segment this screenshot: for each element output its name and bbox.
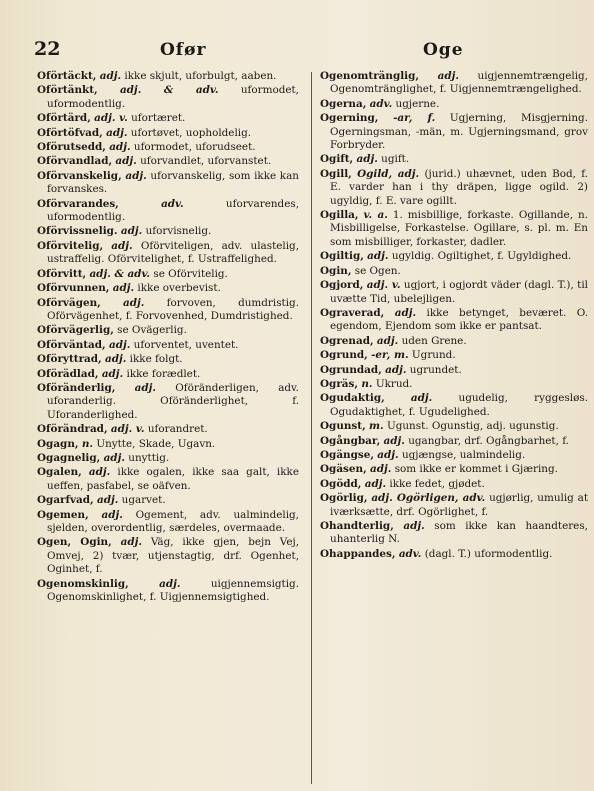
- entry-grammar: adv.: [161, 197, 184, 210]
- entry-grammar: adj. v.: [94, 112, 128, 125]
- entry-grammar: Ogild, adj.: [357, 167, 420, 180]
- entry-definition: ugjort, i ogjordt väder (dagl. T.), til uvætte Tid, ubelejligen.: [330, 279, 588, 305]
- entry-grammar: adj.: [159, 577, 181, 590]
- dictionary-entry: [37, 438, 299, 451]
- entry-headword: Oförvanskelig,: [37, 169, 122, 182]
- entry-definition: se Ogen.: [354, 264, 401, 277]
- running-head-left: Ofør: [160, 40, 207, 60]
- entry-headword: Ogörlig,: [320, 492, 368, 505]
- entry-headword: Ohandterlig,: [320, 520, 394, 532]
- entry-headword: Ogängse,: [320, 448, 374, 461]
- entry-definition: uforvanskelig, som ikke kan forvanskes.: [47, 169, 299, 196]
- entry-definition: ikke skjult, uforbulgt, aaben.: [124, 70, 277, 82]
- entry-headword: Oförvarandes,: [37, 197, 119, 210]
- entry-headword: Ogrenad,: [320, 334, 374, 347]
- entry-definition: ufortøvet, uopholdelig.: [130, 126, 252, 139]
- dictionary-entry: [320, 265, 588, 278]
- entry-headword: Ogenomtränglig,: [320, 70, 420, 82]
- entry-grammar: adj.: [123, 296, 145, 309]
- dictionary-entry: [320, 112, 588, 152]
- entry-definition: uforandret.: [147, 423, 208, 436]
- entry-grammar: adv.: [398, 547, 422, 560]
- entry-headword: Oförvissnelig.: [37, 225, 118, 238]
- dictionary-entry: [37, 353, 299, 366]
- entry-headword: Ogin,: [320, 264, 352, 277]
- dictionary-entry: [320, 435, 588, 448]
- entry-grammar: v. a.: [363, 209, 388, 222]
- running-head-right: Oge: [423, 40, 464, 60]
- dictionary-entry: [320, 392, 588, 419]
- entry-headword: Ogunst,: [320, 420, 366, 433]
- entry-headword: Ogräs,: [320, 377, 358, 390]
- entry-definition: som ikke kan haandteres, uhanterlig N.: [330, 520, 588, 546]
- entry-headword: Ogödd,: [320, 477, 362, 490]
- dictionary-entry: [37, 240, 299, 267]
- dictionary-entry: [320, 548, 588, 561]
- entry-grammar: adj.: [410, 392, 433, 405]
- left-column: [37, 70, 299, 605]
- entry-definition: ikke betynget, beværet. O. egendom, Ejendom som ikke er pantsat.: [330, 306, 588, 333]
- dictionary-entry: [37, 452, 299, 465]
- entry-headword: Ogrund,: [320, 349, 368, 362]
- entry-grammar: adj.: [104, 353, 127, 366]
- entry-definition: ugyldig. Ogiltighet, f. Ugyldighed.: [391, 250, 572, 263]
- entry-definition: ikke fedet, gjødet.: [389, 477, 485, 490]
- dictionary-entry: [37, 339, 299, 352]
- entry-definition: se Ovägerlig.: [117, 324, 187, 337]
- dictionary-entry: [320, 520, 588, 547]
- entry-grammar: -ar, f.: [393, 112, 436, 125]
- dictionary-entry: [37, 70, 299, 83]
- entry-grammar: adj.: [108, 338, 131, 351]
- dictionary-entry: [37, 127, 299, 140]
- entry-grammar: adj.: [120, 225, 143, 238]
- entry-definition: Väg, ikke gjen, bejn Vej, Omvej, 2) tvær, utjenstagtig, drf. Ogenhet, Oginhet, f.: [47, 536, 300, 576]
- dictionary-entry: [37, 368, 299, 381]
- dictionary-entry: [37, 155, 299, 168]
- entry-grammar: m.: [369, 420, 384, 433]
- entry-headword: Oförväntad,: [37, 338, 106, 351]
- entry-headword: Oförädlad,: [37, 367, 99, 380]
- entry-definition: se Oförvitelig.: [153, 267, 228, 280]
- entry-headword: Oföränderlig,: [37, 381, 116, 394]
- entry-grammar: adj. & adv.: [119, 84, 219, 97]
- dictionary-entry: [320, 364, 588, 377]
- entry-headword: Ogilla,: [320, 209, 359, 222]
- dictionary-entry: [37, 578, 299, 605]
- entry-grammar: adj.: [115, 155, 137, 168]
- entry-grammar: adj.: [385, 363, 407, 376]
- entry-definition: Ukrud.: [375, 377, 413, 390]
- entry-headword: Ogagnelig,: [37, 451, 101, 464]
- dictionary-entry: [37, 509, 299, 536]
- entry-definition: uforvarendes, uformodentlig.: [47, 197, 299, 224]
- dictionary-entry: [320, 307, 588, 334]
- entry-definition: ugrundet.: [409, 363, 462, 376]
- entry-definition: uformodet, uforudseet.: [133, 141, 256, 154]
- entry-definition: ugift.: [381, 153, 410, 166]
- entry-headword: Ogagn,: [37, 437, 79, 450]
- entry-headword: Oförvitelig,: [37, 239, 104, 252]
- entry-definition: ikke overbevist.: [137, 282, 221, 295]
- dictionary-entry: [320, 335, 588, 348]
- entry-definition: uforvandlet, uforvanstet.: [140, 155, 272, 168]
- entry-grammar: adj.: [437, 70, 459, 82]
- entry-grammar: adj.: [88, 466, 111, 479]
- entry-headword: Oförtänkt,: [37, 84, 98, 97]
- dictionary-entry: [37, 494, 299, 507]
- entry-grammar: adj.: [367, 250, 389, 263]
- entry-definition: Ugunst. Ogunstig, adj. ugunstig.: [386, 420, 559, 433]
- dictionary-entry: [320, 449, 588, 462]
- entry-definition: Ugjerning, Misgjerning. Ogerningsman, -män, m. Ugjerningsmand, grov Forbryder.: [330, 112, 588, 152]
- entry-definition: Ogement, adv. ualmindelig, sjelden, overordentlig, særdeles, overmaade.: [47, 508, 299, 534]
- entry-definition: (dagl. T.) uformodentlig.: [424, 547, 553, 560]
- entry-definition: (jurid.) uhævnet, uden Bod, f. E. varder han i thy dräpen, ligge ogild. 2) ugyldig, f. E. vare ogillt.: [330, 167, 588, 207]
- entry-definition: ugarvet.: [121, 494, 166, 507]
- entry-grammar: n.: [81, 437, 93, 450]
- entry-definition: ugjerne.: [395, 97, 440, 110]
- entry-definition: ikke ogalen, ikke saa galt, ikke ueffen, pasfabel, se oäfven.: [47, 466, 299, 492]
- entry-headword: Ogift,: [320, 153, 354, 166]
- dictionary-entry: [320, 463, 588, 476]
- entry-grammar: adj.: [120, 536, 142, 549]
- entry-grammar: adj. v.: [110, 423, 145, 436]
- dictionary-entry: [320, 279, 588, 306]
- dictionary-entry: [320, 492, 588, 519]
- dictionary-entry: [37, 268, 299, 281]
- dictionary-entry: [37, 536, 299, 576]
- entry-headword: Ogäsen,: [320, 463, 367, 476]
- dictionary-entry: [320, 209, 588, 249]
- entry-definition: ikke forædlet.: [126, 367, 201, 380]
- entry-grammar: adj.: [99, 70, 122, 82]
- entry-definition: unyttig.: [128, 451, 170, 464]
- entry-headword: Oförvitt,: [37, 267, 87, 280]
- entry-headword: Oförutsedd,: [37, 141, 106, 154]
- entry-grammar: adj.: [125, 169, 147, 182]
- entry-headword: Ogemen,: [37, 508, 89, 521]
- dictionary-entry: [37, 141, 299, 154]
- dictionary-entry: [37, 423, 299, 436]
- entry-definition: uforventet, uventet.: [133, 338, 239, 351]
- entry-grammar: adj.: [356, 153, 378, 166]
- entry-grammar: adj.: [403, 520, 425, 532]
- entry-headword: Oförvägen,: [37, 296, 101, 309]
- dictionary-entry: [320, 168, 588, 208]
- dictionary-entry: [320, 378, 588, 391]
- dictionary-entry: [320, 478, 588, 491]
- entry-definition: ikke folgt.: [129, 353, 183, 366]
- entry-definition: Oföränderligen, adv. uforanderlig. Oföränderlighet, f. Uforanderlighed.: [47, 381, 299, 421]
- entry-definition: forvoven, dumdristig. Oförvägenhet, f. Forvovenhed, Dumdristighed.: [47, 296, 299, 322]
- entry-definition: uforvisnelig.: [145, 225, 212, 238]
- entry-headword: Ograverad,: [320, 306, 385, 319]
- entry-headword: Oförtärd,: [37, 112, 91, 125]
- entry-headword: Ohappandes,: [320, 547, 396, 560]
- entry-headword: Oförvägerlig,: [37, 324, 114, 337]
- column-divider: [311, 72, 312, 784]
- dictionary-entry: [37, 297, 299, 324]
- entry-definition: uden Grene.: [401, 334, 467, 347]
- dictionary-entry: [37, 324, 299, 337]
- entry-definition: uigjennemtrængelig, Ogenomtränglighet, f. Uigjennemtrængelighed.: [330, 70, 588, 96]
- entry-definition: Oförviteligen, adv. ulastelig, ustraffelig. Oförvitelighet, f. Ustraffelighed.: [47, 239, 300, 266]
- entry-headword: Ogerna,: [320, 97, 367, 110]
- entry-definition: uigjennemsigtig. Ogenomskinlighet, f. Uigjennemsigtighed.: [47, 577, 299, 604]
- dictionary-entry: [37, 382, 299, 422]
- entry-definition: 1. misbillige, forkaste. Ogillande, n. Misbilligelse, Forkastelse. Ogillare, s. pl. m. En som misbilliger, forkaster, dadler.: [330, 209, 588, 248]
- entry-definition: uformodet, uformodentlig.: [47, 84, 299, 110]
- entry-headword: Ogiltig,: [320, 250, 364, 263]
- entry-grammar: adj.: [112, 282, 135, 295]
- entry-grammar: adj.: [103, 451, 125, 464]
- entry-grammar: n.: [361, 377, 373, 390]
- entry-definition: ufortæret.: [131, 112, 186, 125]
- entry-grammar: adj.: [101, 508, 123, 521]
- entry-headword: Oförvunnen,: [37, 282, 110, 295]
- entry-headword: Oförtöfvad,: [37, 126, 103, 139]
- entry-headword: Oförändrad,: [37, 423, 108, 436]
- entry-definition: ugjørlig, umulig at iværksætte, drf. Ogörlighet, f.: [330, 492, 589, 518]
- entry-headword: Ogjord,: [320, 279, 364, 292]
- entry-grammar: adj. v.: [366, 279, 401, 292]
- entry-grammar: adj.: [377, 448, 399, 461]
- entry-grammar: adj.: [376, 334, 399, 347]
- page-number: 22: [34, 38, 61, 60]
- entry-headword: Oföryttrad,: [37, 353, 102, 366]
- entry-definition: Ugrund.: [411, 349, 456, 362]
- entry-headword: Ogenomskinlig,: [37, 577, 129, 590]
- entry-headword: Oförtäckt,: [37, 70, 97, 82]
- dictionary-entry: [37, 466, 299, 493]
- entry-grammar: adj.: [96, 494, 119, 507]
- entry-headword: Ogudaktig,: [320, 392, 385, 405]
- entry-definition: ugudelig, ryggesløs. Ogudaktighet, f. Ugudelighed.: [330, 392, 588, 418]
- entry-definition: ugangbar, drf. Ogångbarhet, f.: [408, 434, 569, 447]
- dictionary-entry: [37, 282, 299, 295]
- entry-headword: Ogarfvad,: [37, 494, 94, 507]
- dictionary-entry: [37, 84, 299, 111]
- entry-headword: Ogalen,: [37, 466, 82, 479]
- entry-grammar: adj. & adv.: [89, 267, 151, 280]
- entry-grammar: adv.: [369, 97, 393, 110]
- entry-grammar: adj. Ogörligen, adv.: [371, 492, 486, 505]
- entry-grammar: -er, m.: [371, 349, 409, 362]
- entry-headword: Oförvandlad,: [37, 155, 113, 168]
- entry-definition: ugjængse, ualmindelig.: [401, 448, 526, 461]
- dictionary-entry: [320, 98, 588, 111]
- entry-grammar: adj.: [111, 239, 133, 252]
- entry-headword: Ogen, Ogin,: [37, 536, 112, 549]
- entry-headword: Ogerning,: [320, 112, 379, 125]
- dictionary-entry: [37, 170, 299, 197]
- dictionary-entry: [320, 420, 588, 433]
- entry-grammar: adj.: [383, 434, 405, 447]
- entry-grammar: adj.: [364, 477, 387, 490]
- entry-grammar: adj.: [106, 126, 128, 139]
- entry-grammar: adj.: [134, 381, 156, 394]
- entry-definition: Unytte, Skade, Ugavn.: [96, 437, 216, 450]
- entry-headword: Ogångbar,: [320, 434, 381, 447]
- dictionary-entry: [320, 349, 588, 362]
- dictionary-entry: [320, 70, 588, 97]
- entry-grammar: adj.: [370, 463, 392, 476]
- dictionary-entry: [320, 250, 588, 263]
- dictionary-entry: [37, 112, 299, 125]
- entry-grammar: adj.: [101, 367, 124, 380]
- entry-headword: Ogill,: [320, 167, 352, 180]
- entry-headword: Ogrundad,: [320, 363, 382, 376]
- dictionary-entry: [320, 153, 588, 166]
- entry-definition: som ikke er kommet i Gjæring.: [394, 463, 558, 476]
- right-column: [320, 70, 588, 562]
- dictionary-entry: [37, 225, 299, 238]
- entry-grammar: adj.: [394, 306, 417, 319]
- entry-grammar: adj.: [109, 141, 131, 154]
- dictionary-entry: [37, 198, 299, 225]
